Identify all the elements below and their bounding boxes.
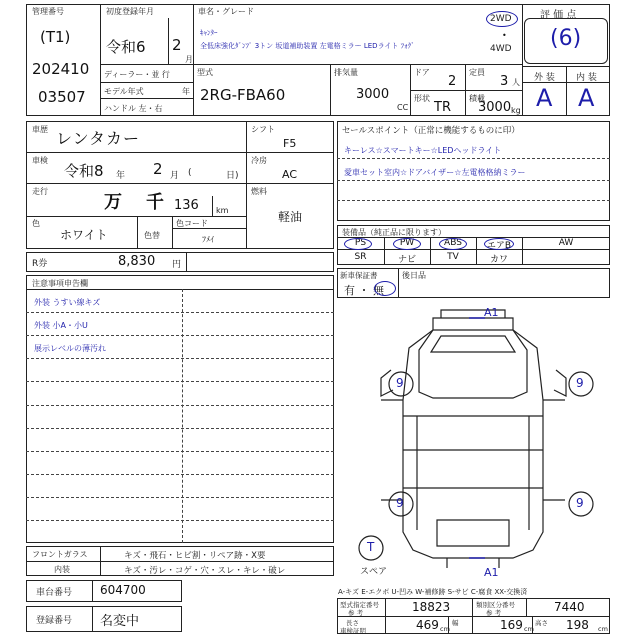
tire-rear-left: 9 (396, 496, 404, 510)
model-year-unit: 年 (182, 87, 190, 96)
equip-abs: ABS (444, 238, 462, 248)
equip-leather: カワ (489, 255, 508, 265)
notes-divider (26, 520, 334, 521)
notes-divider (26, 405, 334, 406)
drive-2wd: 2WD (490, 14, 512, 24)
load-unit: kg (511, 106, 521, 115)
mgmt-line3: 03507 (38, 88, 86, 106)
warranty-label: 新車保証書 (340, 271, 378, 280)
recycle-unit: 円 (172, 260, 182, 270)
first-reg-era: 令和6 (106, 38, 146, 56)
color-code: ﾌﾒｲ (202, 235, 214, 244)
mgmt-line2: 202410 (32, 60, 90, 78)
capacity-value: 3 (500, 74, 509, 89)
front-glass-value: キズ・飛石・ヒビ割・リペア跡・X要 (124, 551, 266, 561)
length-sub: 車検証明 (340, 627, 366, 635)
damage-rear-a1: A1 (484, 566, 499, 579)
equip-ps: PS (354, 238, 367, 248)
type-value: 2RG-FBA60 (200, 86, 286, 104)
mileage-sen: 千 (146, 192, 164, 213)
mileage-man: 万 (104, 192, 122, 213)
cc-unit: CC (397, 103, 409, 112)
drive-dot: • (502, 31, 507, 40)
mileage-label: 走行 (32, 187, 48, 196)
notes-divider (26, 312, 334, 313)
height-value: 198 (566, 618, 589, 632)
notes-divider (26, 474, 334, 475)
mileage-value: 136 (174, 198, 199, 213)
notes-divider (26, 428, 334, 429)
score-label: 評 価 点 (540, 10, 577, 21)
aircon-label: 冷房 (251, 156, 267, 165)
interior-label: 内装 (54, 565, 70, 574)
note-item: 展示レベルの薄汚れ (34, 344, 106, 354)
fuel-value: 軽油 (278, 210, 303, 224)
type-label: 型式 (197, 68, 213, 77)
score-int-label: 内 装 (576, 73, 597, 83)
inspection-day: ( (188, 168, 192, 178)
equip-pw-mark (393, 238, 421, 250)
warranty-post-label: 後日品 (402, 271, 426, 280)
mileage-unit: km (216, 206, 229, 215)
width-value: 169 (500, 618, 523, 632)
dealer-label: ディーラー・並 行 (104, 70, 170, 79)
damage-front-a1: A1 (484, 306, 499, 319)
score-int: A (578, 84, 595, 112)
equip-navi: ナビ (397, 255, 416, 265)
aircon-value: AC (282, 168, 298, 181)
shift-label: シフト (251, 125, 275, 134)
equip-abs-mark (439, 238, 467, 250)
height-unit: cm (598, 625, 608, 633)
chassis-value: 604700 (100, 583, 146, 597)
sales-point-2: 愛車セット室内☆ドアバイザー☆左電格格納ミラー (344, 168, 526, 177)
equip-tv: TV (447, 252, 459, 262)
door-label: ドア (414, 68, 430, 77)
equip-pw: PW (399, 238, 415, 248)
width-unit: cm (524, 625, 534, 633)
height-label: 高さ (535, 619, 548, 627)
chassis-label: 車台番号 (36, 588, 73, 598)
shift-value: F5 (283, 137, 297, 150)
inspection-month: 2 (153, 160, 163, 178)
drive-4wd: 4WD (490, 44, 512, 54)
class-no-label: 類別区分番号 (476, 601, 515, 609)
length-value: 469 (416, 618, 439, 632)
equipment-label: 装備品（純正品に限ります） (342, 228, 446, 237)
inspection-year-unit: 年 (116, 171, 126, 181)
color-label: 色 (32, 219, 40, 228)
inspection-month-unit: 月 (170, 171, 180, 181)
sales-point-1: キーレス☆スマートキー☆LEDヘッドライト (344, 146, 502, 155)
note-item: 外装 うすい線キズ (34, 298, 101, 307)
cc-value: 3000 (356, 87, 390, 102)
length-label: 長さ (346, 619, 359, 627)
notes-divider (26, 451, 334, 452)
door-value: 2 (448, 74, 457, 89)
mgmt-line1: (T1) (40, 28, 71, 46)
front-glass-label: フロントガラス (32, 550, 88, 559)
plate-value: 名変中 (100, 614, 140, 629)
notes-label: 注意事項申告欄 (32, 279, 88, 288)
shape-value: TR (434, 100, 451, 115)
score-ext: A (536, 84, 553, 112)
warranty-mark (374, 281, 396, 296)
car-name: ｷｬﾝﾀｰ (200, 29, 218, 37)
notes-divider (26, 497, 334, 498)
type-no-value: 18823 (412, 600, 451, 614)
first-reg-month-unit: 月 (185, 55, 193, 64)
recycle-value: 8,830 (118, 254, 156, 269)
score-ext-label: 外 装 (534, 73, 555, 83)
equip-airbag: エアB (486, 241, 512, 251)
notes-divider (26, 381, 334, 382)
damage-legend: A-キズ E-エクボ U-凹み W-補修跡 S-サビ C-腐食 XX-交換済 (338, 588, 528, 596)
load-value: 3000 (478, 100, 512, 115)
interior-value: キズ・汚レ・コゲ・穴・スレ・キレ・破レ (124, 566, 286, 576)
capacity-unit: 人 (512, 78, 520, 87)
fuel-label: 燃料 (251, 187, 267, 196)
class-no-sub: 参 考 (486, 609, 502, 617)
length-unit: cm (440, 625, 450, 633)
model-year-label: モデル年式 (104, 87, 144, 96)
tire-front-left: 9 (396, 376, 404, 390)
score-value: (6) (550, 26, 582, 51)
mgmt-label: 管理番号 (32, 7, 64, 16)
tire-rear-right: 9 (576, 496, 584, 510)
color-change-label: 色替 (144, 231, 160, 240)
sales-label: セールスポイント（正常に機能するものに印） (342, 126, 520, 136)
history-label: 車歴 (32, 125, 48, 134)
inspection-day-unit: 日) (226, 171, 239, 181)
tire-front-right: 9 (576, 376, 584, 390)
capacity-label: 定員 (469, 68, 485, 77)
plate-label: 登録番号 (36, 616, 73, 626)
color-value: ホワイト (60, 228, 108, 242)
notes-divider (26, 335, 334, 336)
first-reg-month: 2 (172, 36, 182, 54)
spare-label: スペア (360, 567, 388, 577)
inspection-era: 令和8 (64, 162, 104, 180)
spare-tire-mark: T (367, 540, 375, 554)
type-no-label: 型式指定番号 (340, 601, 379, 609)
warranty-value: 有 ・ 無 (344, 284, 384, 297)
equip-airbag-mark (484, 238, 514, 250)
equip-aw: AW (558, 238, 574, 248)
car-name-label: 車名・グレード (198, 7, 254, 16)
shape-label: 形状 (414, 94, 430, 103)
width-label: 幅 (452, 619, 459, 627)
class-no-value: 7440 (554, 600, 585, 614)
load-label: 積載 (469, 94, 485, 103)
recycle-label: R券 (32, 259, 48, 269)
car-grade: 全低床強化ﾀﾞﾝﾌﾟ 3トン 坂道補助装置 左電格ミラー LEDライト ﾌｫｸﾞ (200, 42, 415, 50)
history-value: レンタカー (56, 129, 140, 148)
color-code-label: 色コード (176, 219, 208, 228)
equip-ps-mark (344, 238, 372, 250)
inspection-label: 車検 (32, 156, 48, 165)
type-no-sub: 参 考 (348, 609, 364, 617)
cc-label: 排気量 (334, 68, 358, 77)
car-damage-diagram (337, 300, 610, 585)
equip-sr: SR (354, 252, 367, 262)
first-reg-label: 初度登録年月 (106, 7, 154, 16)
handle-label: ハンドル 左・右 (104, 104, 163, 113)
notes-block (26, 275, 334, 543)
notes-divider (26, 358, 334, 359)
note-item: 外装 小A・小U (34, 321, 88, 331)
